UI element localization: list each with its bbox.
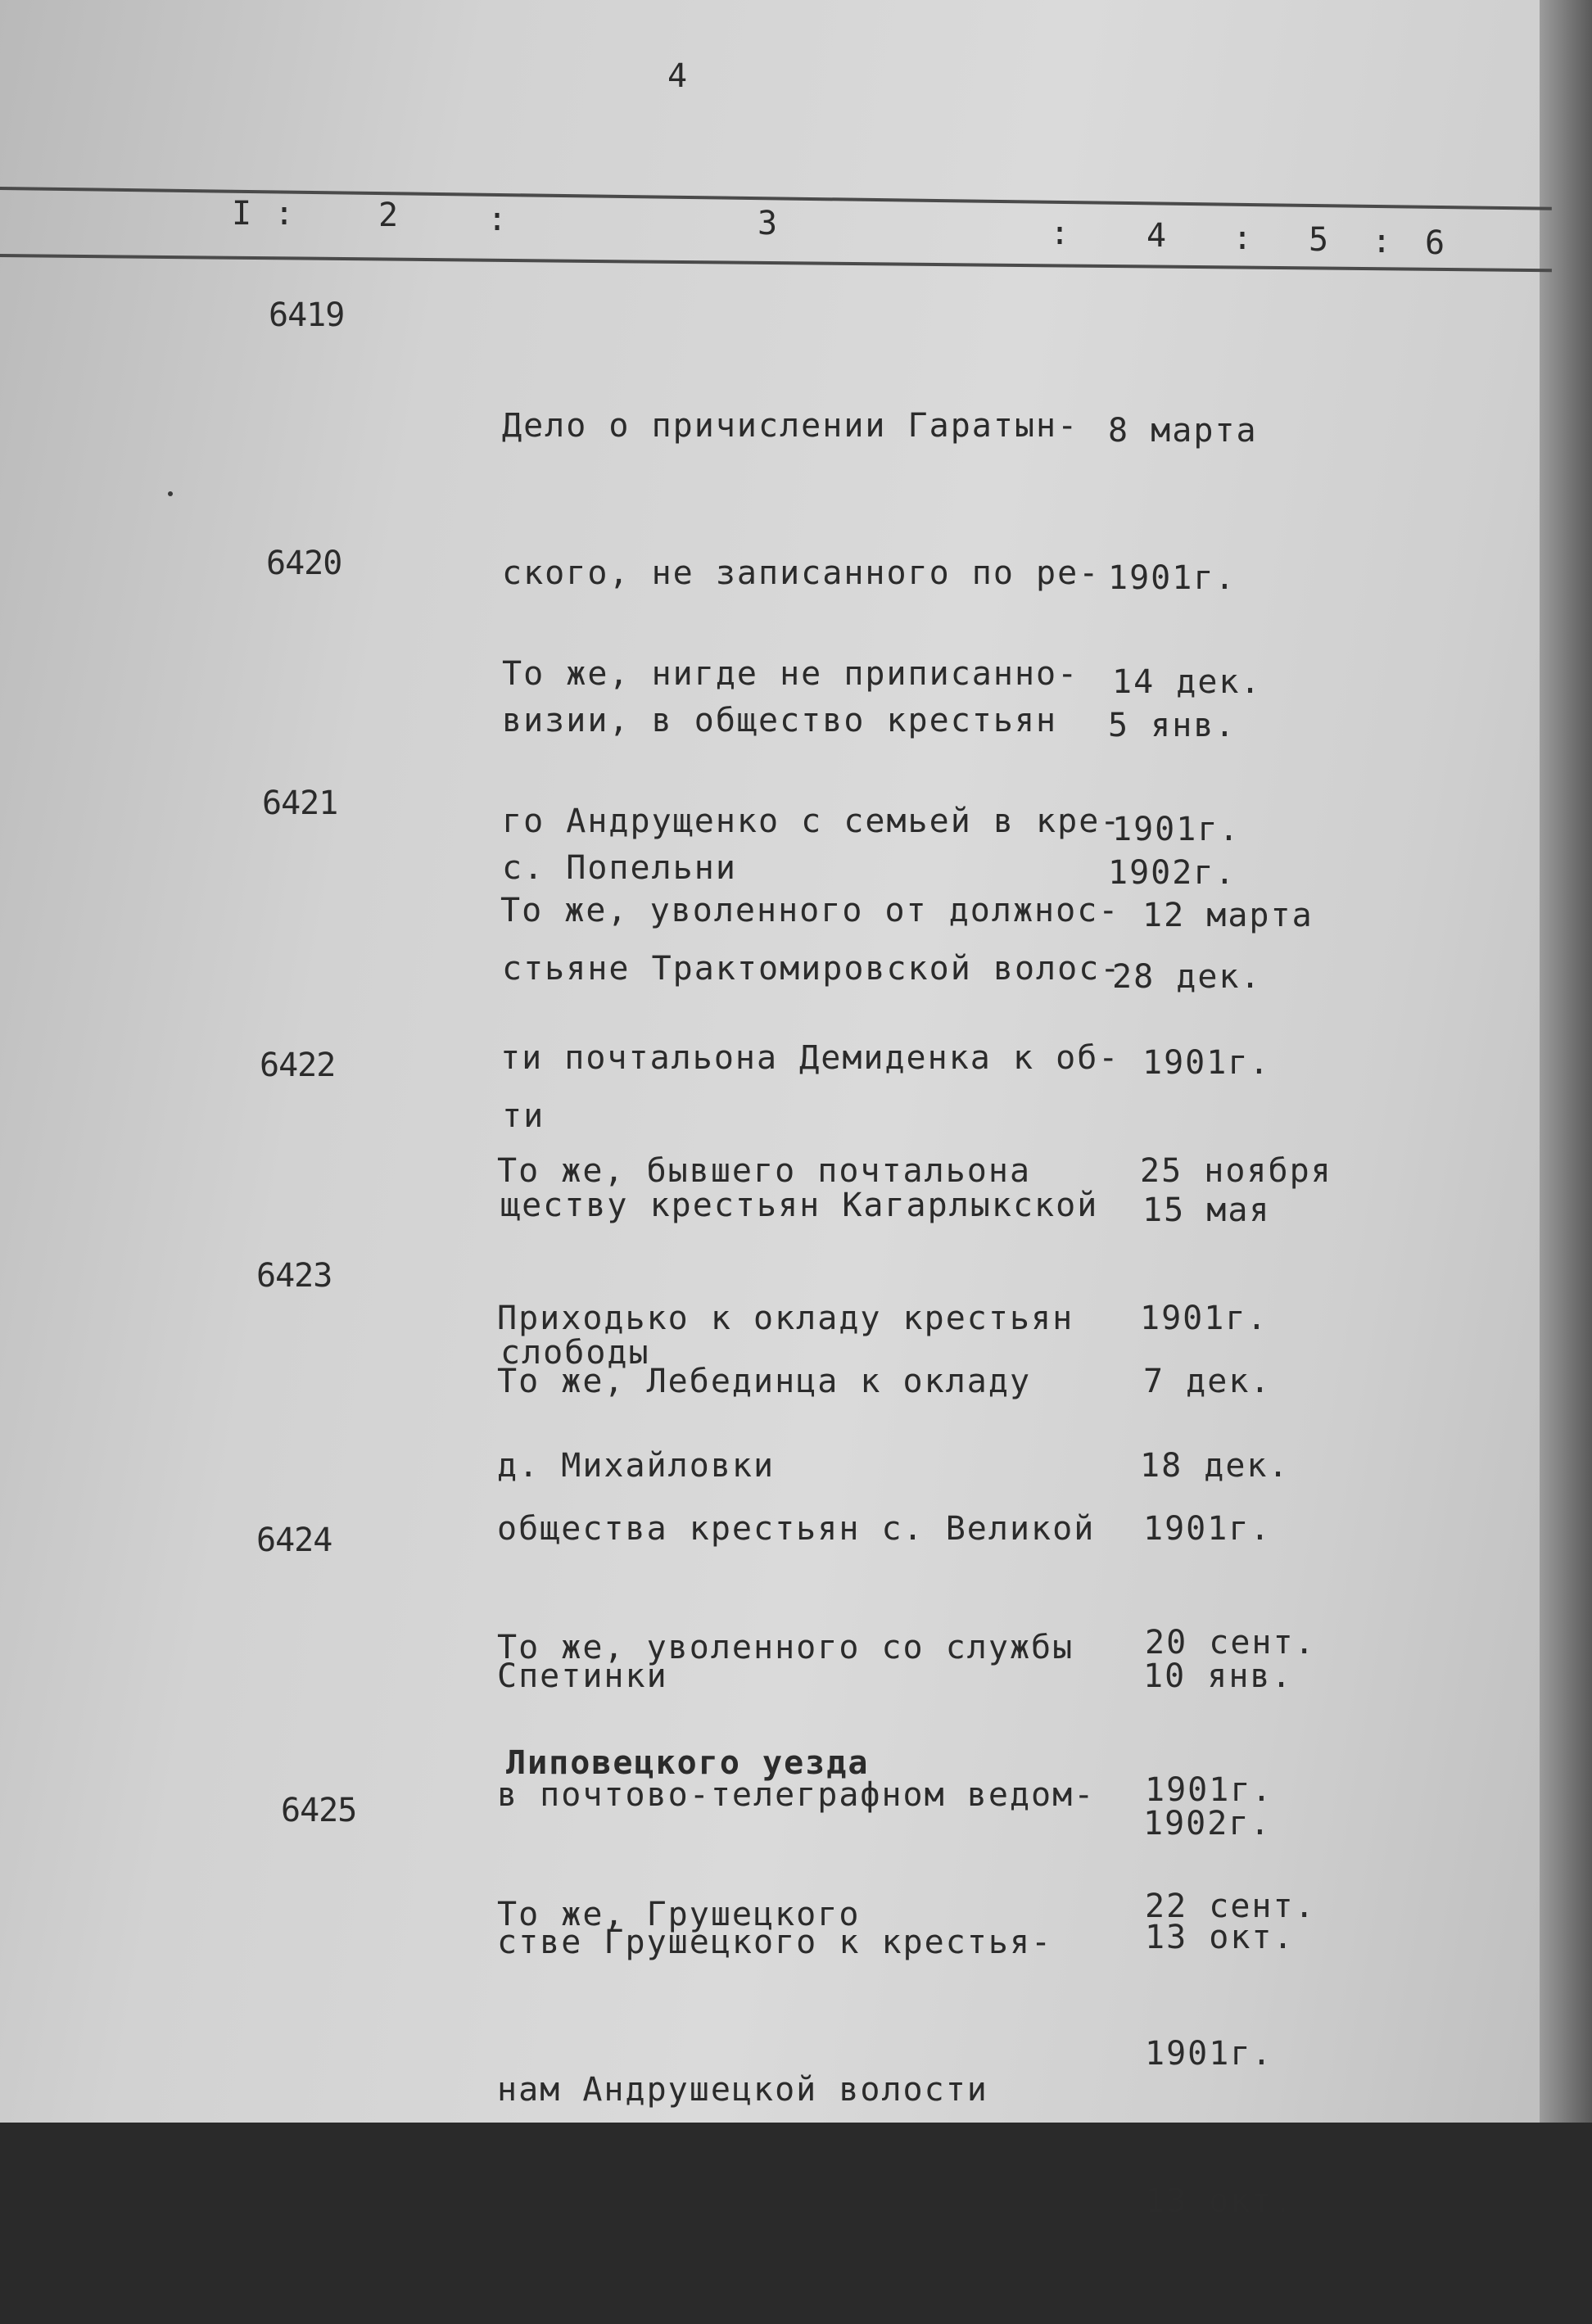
description-line: То же, Грушецкого bbox=[497, 1896, 861, 1933]
column-separator: : bbox=[1232, 219, 1253, 257]
column-separator: : bbox=[274, 195, 295, 233]
description-line: Дело о причислении Гаратын- bbox=[502, 407, 1079, 445]
date-line: 28 дек. bbox=[1112, 958, 1262, 996]
description-line: нам Андрушецкой волости bbox=[497, 2071, 988, 2109]
description-line: ществу крестьян Кагарлыкской bbox=[500, 1187, 1099, 1224]
entry-number: 6420 bbox=[266, 545, 342, 582]
entry-number: 6422 bbox=[260, 1047, 336, 1084]
column-header-6: 6 bbox=[1425, 224, 1445, 262]
date-line: 1901г. bbox=[1145, 2035, 1273, 2073]
date-line: 15 мая bbox=[1142, 1191, 1271, 1229]
date-line: 1902г. bbox=[1143, 1805, 1272, 1842]
description-line: Спетинки bbox=[497, 1657, 668, 1695]
description-line: стьяне Трактомировской волос- bbox=[502, 950, 1122, 988]
description-line: То же, уволенного со службы bbox=[497, 1629, 1074, 1666]
entry-description bbox=[497, 1792, 860, 2037]
column-separator: : bbox=[1372, 223, 1392, 260]
description-line: го Андрущенко с семьей в кре- bbox=[502, 803, 1122, 840]
date-line: 22 сент. bbox=[1145, 1888, 1316, 1925]
column-separator: : bbox=[1050, 215, 1070, 252]
description-line: То же, бывшего почтальона bbox=[497, 1152, 1032, 1190]
column-header-row bbox=[0, 0, 1592, 278]
description-line: ти bbox=[502, 1097, 545, 1135]
date-line: 13 окт. bbox=[1145, 1919, 1295, 1956]
entry-number: 6419 bbox=[269, 296, 345, 334]
description-line: ти почтальона Демиденка к об- bbox=[500, 1039, 1120, 1077]
date-line: 13 окт. bbox=[1145, 2182, 1295, 2220]
date-line: 1901г. bbox=[1108, 559, 1237, 597]
description-line: в почтово-телеграфном ведом- bbox=[497, 1776, 1096, 1814]
description-line: д. Михайловки bbox=[497, 1447, 776, 1485]
description-line: с. Попельни bbox=[502, 849, 737, 887]
district-subheading: Липовецкого уезда bbox=[506, 1744, 870, 1782]
date-line: 1901г. bbox=[1143, 1510, 1272, 1548]
description-line: То же, нигде не приписанно- bbox=[502, 655, 1079, 693]
date-line: 12 марта bbox=[1142, 897, 1314, 934]
column-header-2: 2 bbox=[378, 197, 399, 234]
entry-dates bbox=[1145, 1784, 1316, 2324]
date-line: 25 ноября bbox=[1140, 1152, 1332, 1190]
date-line: 5 янв. bbox=[1108, 707, 1237, 744]
description-line: слободы bbox=[500, 1334, 650, 1372]
column-separator: : bbox=[487, 201, 508, 238]
entry-number: 6421 bbox=[262, 784, 338, 822]
date-line: 1902г. bbox=[1108, 854, 1237, 892]
date-line: 1901г. bbox=[1142, 1044, 1271, 1082]
paper-speck bbox=[168, 491, 173, 496]
page-edge-shadow bbox=[1540, 0, 1592, 2123]
description-line: Приходько к окладу крестьян bbox=[497, 1300, 1074, 1337]
description-line: визии, в общество крестьян bbox=[502, 702, 1058, 739]
date-line: 18 дек. bbox=[1140, 1447, 1290, 1485]
date-line: 10 янв. bbox=[1143, 1657, 1293, 1695]
description-line: стве Грушецкого к крестья- bbox=[497, 1924, 1053, 1961]
column-header-5: 5 bbox=[1309, 221, 1329, 259]
entry-number: 6424 bbox=[256, 1521, 332, 1559]
description-line: ского, не записанного по ре- bbox=[502, 554, 1101, 592]
date-line: 8 марта bbox=[1108, 412, 1258, 450]
date-line: 7 дек. bbox=[1143, 1363, 1272, 1400]
column-header-4: 4 bbox=[1147, 217, 1167, 255]
date-line: 1901г. bbox=[1112, 811, 1241, 848]
entry-number: 6425 bbox=[281, 1792, 357, 1829]
entry-number: 6423 bbox=[256, 1257, 332, 1295]
description-line: То же, уволенного от должнос- bbox=[500, 892, 1120, 929]
description-line: То же, Лебединца к окладу bbox=[497, 1363, 1032, 1400]
column-header-3: 3 bbox=[758, 205, 778, 242]
date-line: 1901г. bbox=[1145, 1771, 1273, 1809]
description-line: общества крестьян с. Великой bbox=[497, 1510, 1096, 1548]
page-number: 4 bbox=[667, 57, 688, 95]
date-line: 20 сент. bbox=[1145, 1624, 1316, 1662]
date-line: 14 дек. bbox=[1112, 663, 1262, 701]
column-header-1: I bbox=[232, 195, 252, 233]
date-line: 1901г. bbox=[1140, 1300, 1269, 1337]
